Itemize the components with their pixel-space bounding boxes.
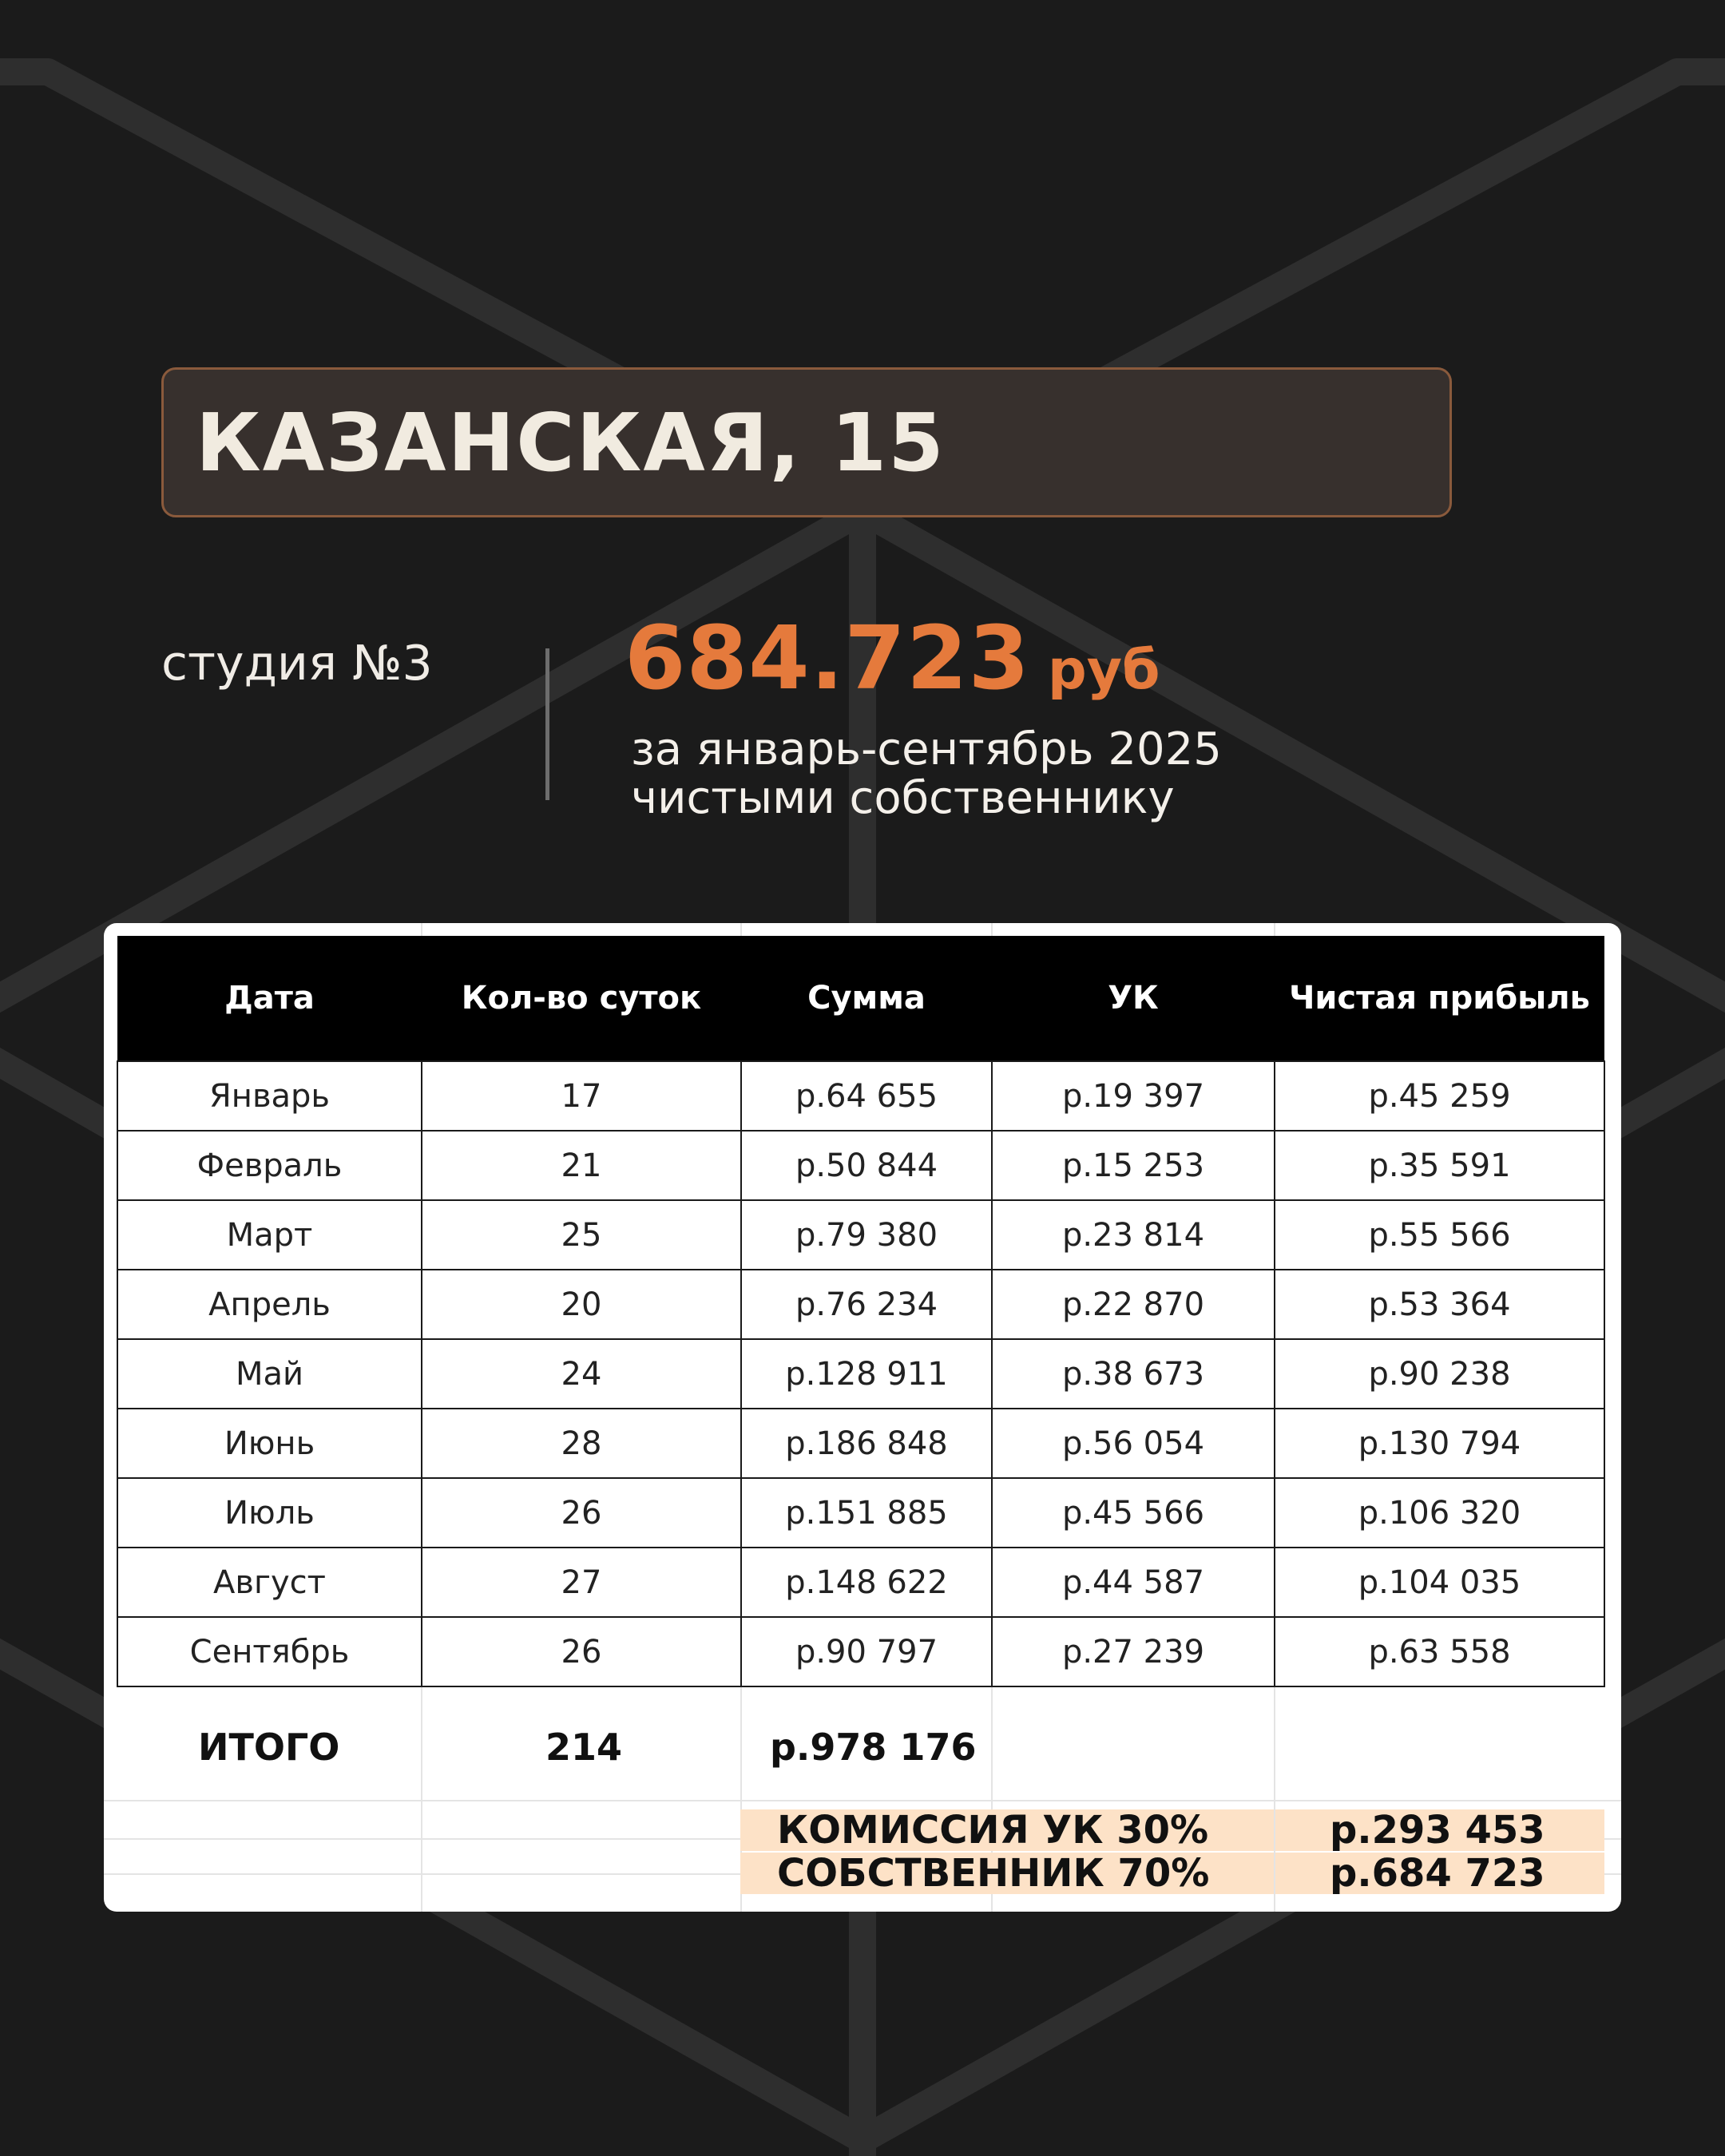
- table-header-row: [117, 936, 1604, 1061]
- cell-sum: р.128 911: [741, 1339, 992, 1409]
- owner-income-amount: [625, 607, 1160, 709]
- amount-value: 684.723: [625, 607, 1031, 709]
- cell-commission: р.45 566: [992, 1478, 1275, 1548]
- studio-label: студия №3: [161, 636, 433, 692]
- owner-share-label: СОБСТВЕННИК 70%: [740, 1853, 1274, 1894]
- amount-currency: руб: [1048, 639, 1160, 702]
- cell-net-profit: р.104 035: [1275, 1548, 1604, 1617]
- cell-month: Сентябрь: [117, 1617, 422, 1686]
- cell-sum: р.148 622: [741, 1548, 992, 1617]
- cell-sum: р.64 655: [741, 1061, 992, 1131]
- cell-month: Март: [117, 1200, 422, 1270]
- cell-commission: р.27 239: [992, 1617, 1275, 1686]
- period-description: за январь-сентябрь 2025: [631, 723, 1222, 775]
- header-net-profit: Чистая прибыль: [1275, 936, 1604, 1061]
- cell-month: Апрель: [117, 1270, 422, 1339]
- cell-days: 24: [422, 1339, 741, 1409]
- cell-net-profit: р.45 259: [1275, 1061, 1604, 1131]
- cell-month: Январь: [117, 1061, 422, 1131]
- header-sum: Сумма: [741, 936, 992, 1061]
- income-table: [117, 936, 1605, 1687]
- cell-days: 28: [422, 1409, 741, 1478]
- cell-sum: р.151 885: [741, 1478, 992, 1548]
- cell-days: 20: [422, 1270, 741, 1339]
- cell-month: Февраль: [117, 1131, 422, 1200]
- cell-sum: р.50 844: [741, 1131, 992, 1200]
- header-date: Дата: [117, 936, 422, 1061]
- cell-net-profit: р.90 238: [1275, 1339, 1604, 1409]
- cell-commission: р.56 054: [992, 1409, 1275, 1478]
- total-days: 214: [545, 1726, 623, 1769]
- cell-days: 21: [422, 1131, 741, 1200]
- cell-month: Май: [117, 1339, 422, 1409]
- cell-days: 26: [422, 1617, 741, 1686]
- cell-commission: р.19 397: [992, 1061, 1275, 1131]
- table-row: [117, 1548, 1604, 1617]
- header-days: Кол-во суток: [422, 936, 741, 1061]
- vertical-divider: [545, 648, 549, 800]
- table-row: [117, 1339, 1604, 1409]
- cell-commission: р.15 253: [992, 1131, 1275, 1200]
- cell-commission: р.44 587: [992, 1548, 1275, 1617]
- cell-commission: р.38 673: [992, 1339, 1275, 1409]
- table-row: [117, 1200, 1604, 1270]
- page-title: КАЗАНСКАЯ, 15: [196, 395, 946, 489]
- header-commission: УК: [992, 936, 1275, 1061]
- cell-commission: р.22 870: [992, 1270, 1275, 1339]
- cell-month: Июль: [117, 1478, 422, 1548]
- title-banner: [161, 367, 1452, 517]
- cell-sum: р.186 848: [741, 1409, 992, 1478]
- cell-days: 25: [422, 1200, 741, 1270]
- cell-sum: р.76 234: [741, 1270, 992, 1339]
- commission-value: р.293 453: [1275, 1809, 1604, 1851]
- cell-net-profit: р.63 558: [1275, 1617, 1604, 1686]
- table-row: [117, 1131, 1604, 1200]
- period-note: чистыми собственнику: [631, 772, 1175, 824]
- commission-label: КОМИССИЯ УК 30%: [740, 1809, 1274, 1851]
- cell-net-profit: р.55 566: [1275, 1200, 1604, 1270]
- cell-net-profit: р.130 794: [1275, 1409, 1604, 1478]
- cell-net-profit: р.106 320: [1275, 1478, 1604, 1548]
- cell-days: 27: [422, 1548, 741, 1617]
- table-row: [117, 1617, 1604, 1686]
- total-sum: р.978 176: [770, 1726, 977, 1769]
- cell-net-profit: р.35 591: [1275, 1131, 1604, 1200]
- table-row: [117, 1270, 1604, 1339]
- table-row: [117, 1409, 1604, 1478]
- cell-sum: р.90 797: [741, 1617, 992, 1686]
- total-label: ИТОГО: [198, 1726, 340, 1769]
- cell-commission: р.23 814: [992, 1200, 1275, 1270]
- cell-net-profit: р.53 364: [1275, 1270, 1604, 1339]
- table-row: [117, 1478, 1604, 1548]
- spreadsheet-card: [104, 923, 1621, 1912]
- cell-sum: р.79 380: [741, 1200, 992, 1270]
- cell-month: Август: [117, 1548, 422, 1617]
- cell-month: Июнь: [117, 1409, 422, 1478]
- owner-share-value: р.684 723: [1275, 1853, 1604, 1894]
- cell-days: 26: [422, 1478, 741, 1548]
- table-row: [117, 1061, 1604, 1131]
- cell-days: 17: [422, 1061, 741, 1131]
